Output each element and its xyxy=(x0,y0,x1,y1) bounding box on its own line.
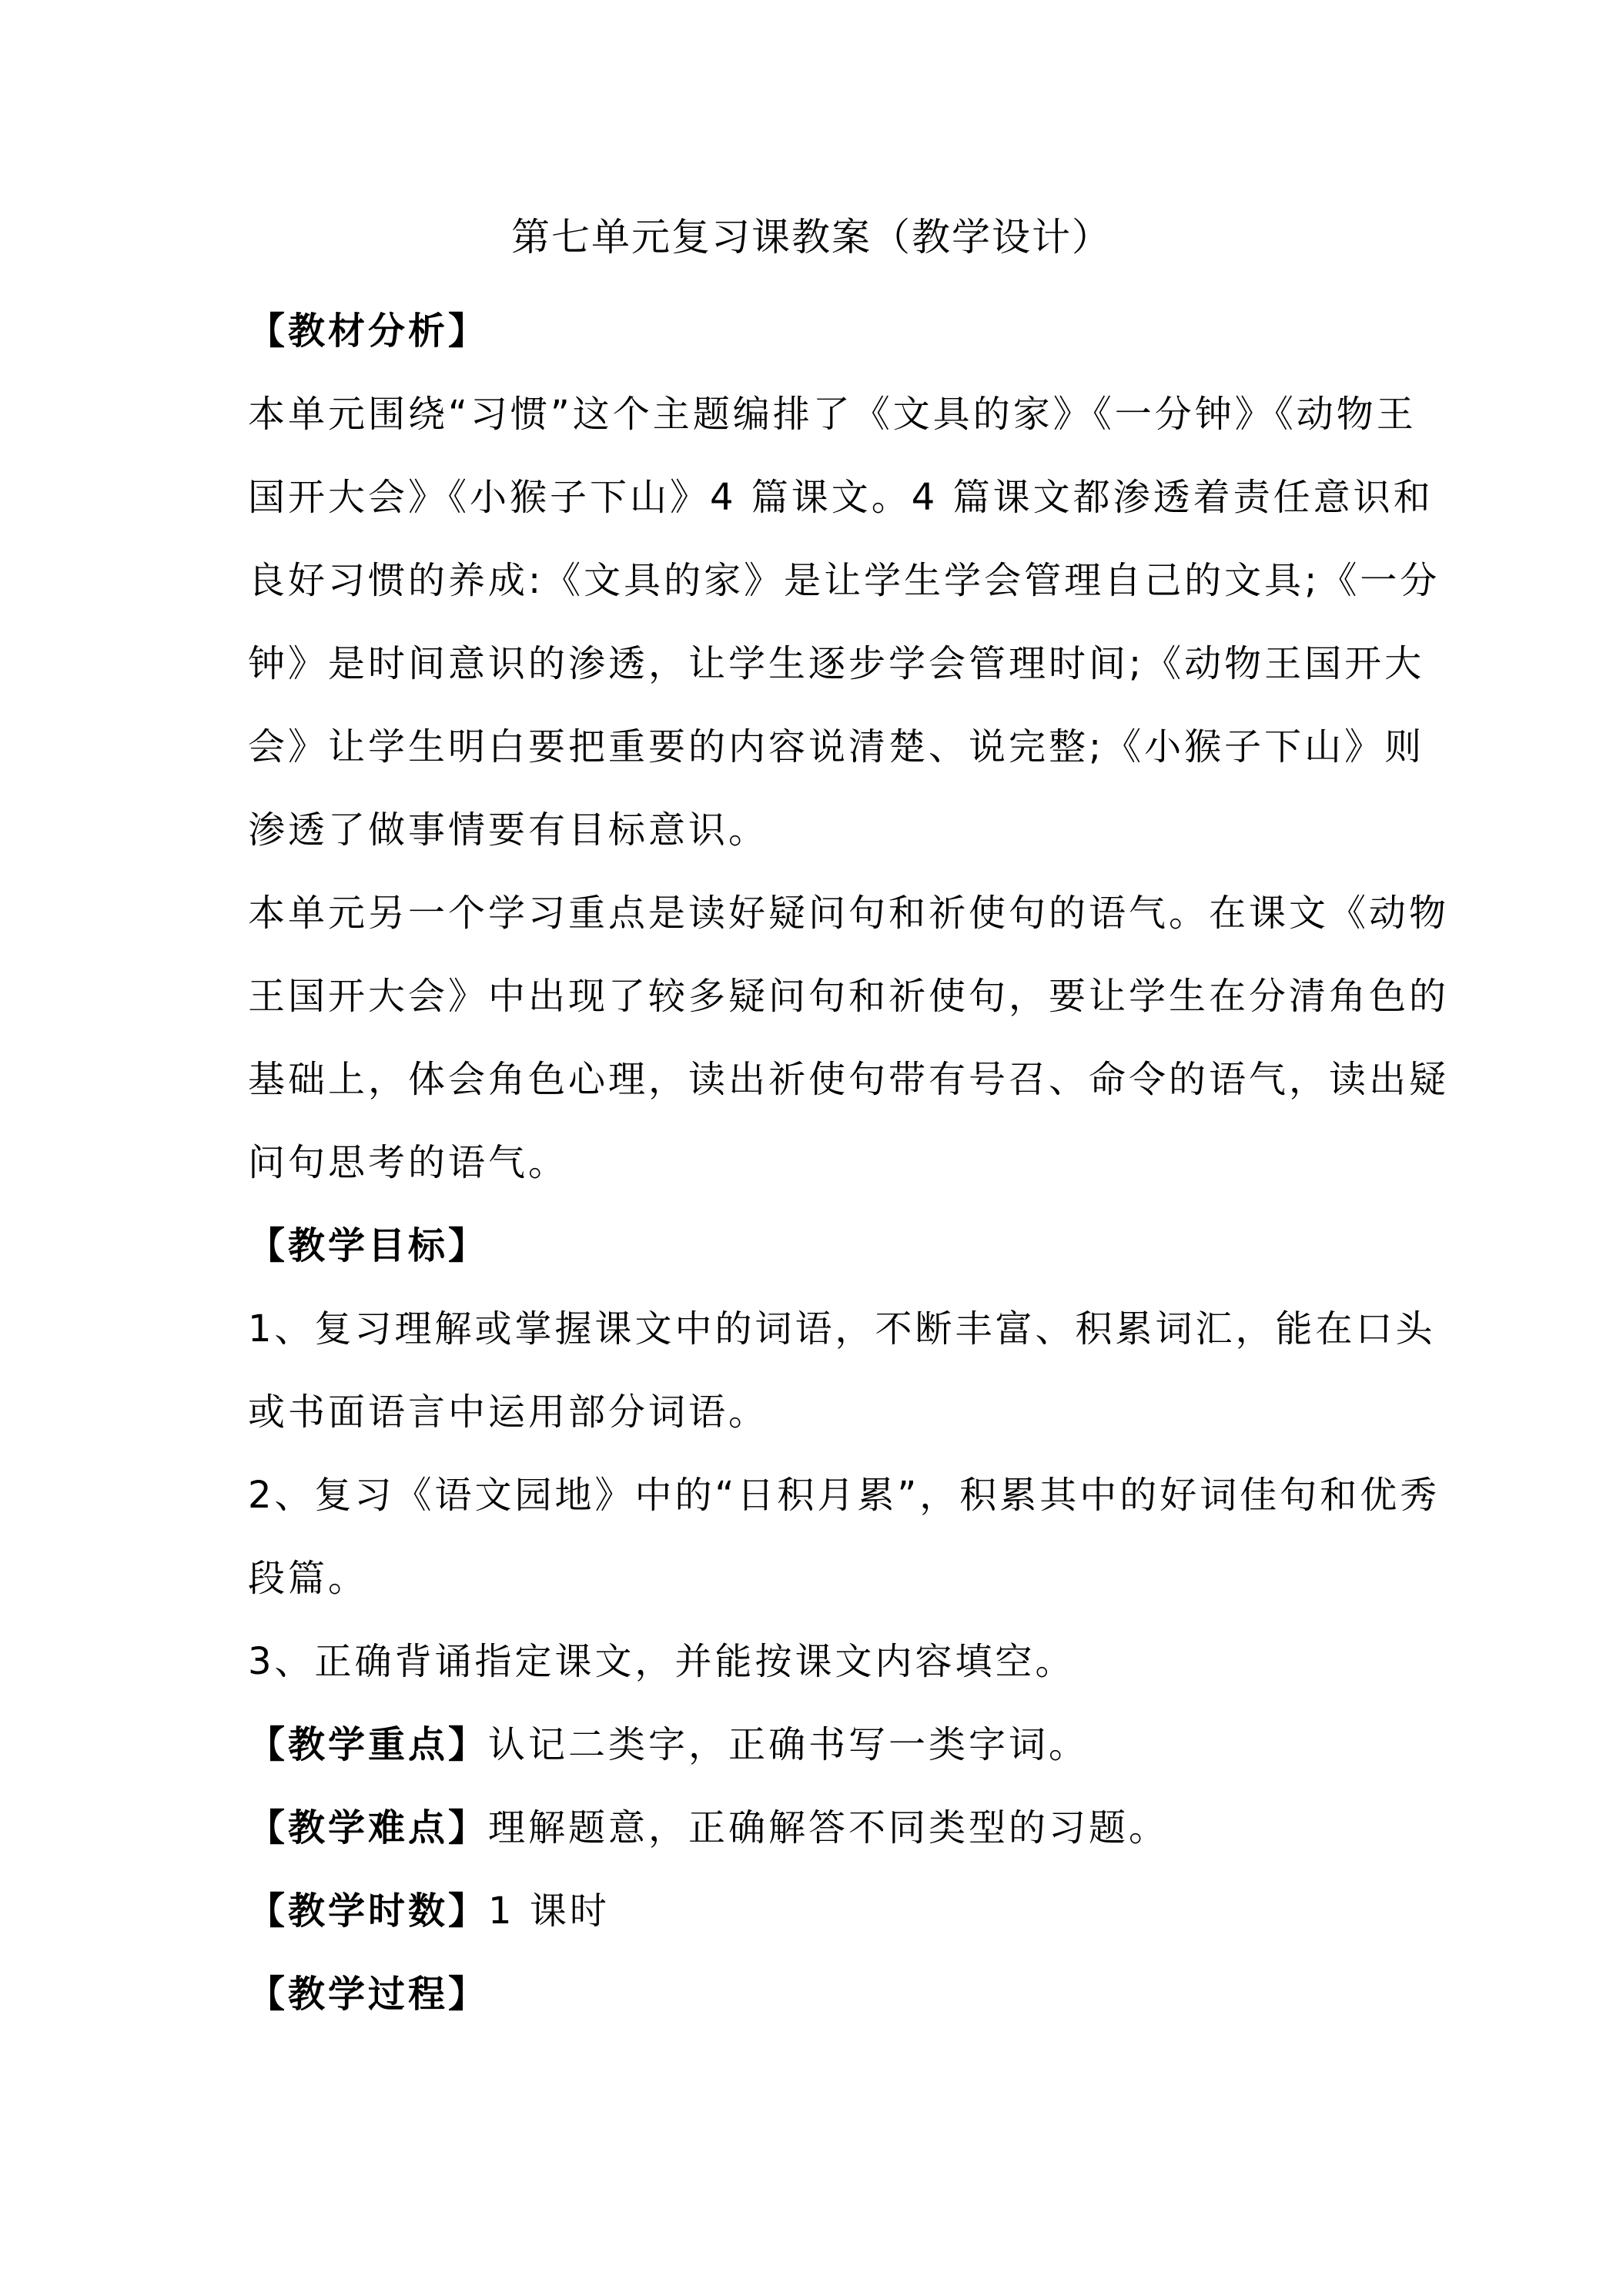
objective-line: 段篇。 xyxy=(248,1557,369,1600)
hours-text: 1 课时 xyxy=(488,1889,610,1933)
key-points-text: 认记二类字，正确书写一类字词。 xyxy=(488,1723,1089,1766)
paragraph-line: 会》让学生明白要把重要的内容说清楚、说完整;《小猴子下山》则 xyxy=(248,725,1425,768)
paragraph-line: 国开大会》《小猴子下山》4 篇课文。4 篇课文都渗透着责任意识和 xyxy=(248,476,1434,519)
paragraph-line: 渗透了做事情要有目标意识。 xyxy=(248,808,769,852)
paragraph-line: 钟》是时间意识的渗透，让学生逐步学会管理时间;《动物王国开大 xyxy=(248,642,1425,685)
key-points-row xyxy=(248,1703,1380,1786)
hours-label: 【教学时数】 xyxy=(248,1889,489,1933)
objectives-list xyxy=(248,1287,1441,1703)
paragraph-line: 基础上，体会角色心理，读出祈使句带有号召、命令的语气，读出疑 xyxy=(248,1058,1450,1101)
objective-line: 2、复习《语文园地》中的“日积月累”，积累其中的好词佳句和优秀 xyxy=(248,1474,1441,1517)
objective-line: 3、正确背诵指定课文，并能按课文内容填空。 xyxy=(248,1640,1076,1683)
document-title: 第七单元复习课教案（教学设计） xyxy=(511,215,1112,259)
key-points-label: 【教学重点】 xyxy=(248,1723,489,1766)
objective-line: 或书面语言中运用部分词语。 xyxy=(248,1391,769,1434)
analysis-paragraph-2 xyxy=(248,872,1450,1204)
document-body xyxy=(248,290,1450,2036)
analysis-paragraph-1 xyxy=(248,373,1441,872)
paragraph-line: 问句思考的语气。 xyxy=(248,1141,569,1184)
difficulties-row xyxy=(248,1786,1380,1869)
difficulties-text: 理解题意，正确解答不同类型的习题。 xyxy=(488,1806,1170,1849)
paragraph-line: 本单元围绕“习惯”这个主题编排了《文具的家》《一分钟》《动物王 xyxy=(248,393,1417,436)
paragraph-line: 良好习惯的养成:《文具的家》是让学生学会管理自己的文具;《一分 xyxy=(248,559,1441,602)
hours-row xyxy=(248,1869,1380,1953)
difficulties-label: 【教学难点】 xyxy=(248,1806,489,1849)
section-heading-process: 【教学过程】 xyxy=(248,1973,489,2016)
objective-line: 1、复习理解或掌握课文中的词语，不断丰富、积累词汇，能在口头 xyxy=(248,1307,1436,1350)
section-heading-objectives: 【教学目标】 xyxy=(248,1224,489,1267)
paragraph-line: 王国开大会》中出现了较多疑问句和祈使句，要让学生在分清角色的 xyxy=(248,975,1450,1018)
paragraph-line: 本单元另一个学习重点是读好疑问句和祈使句的语气。在课文《动物 xyxy=(248,892,1450,935)
section-heading-analysis: 【教材分析】 xyxy=(248,310,489,353)
